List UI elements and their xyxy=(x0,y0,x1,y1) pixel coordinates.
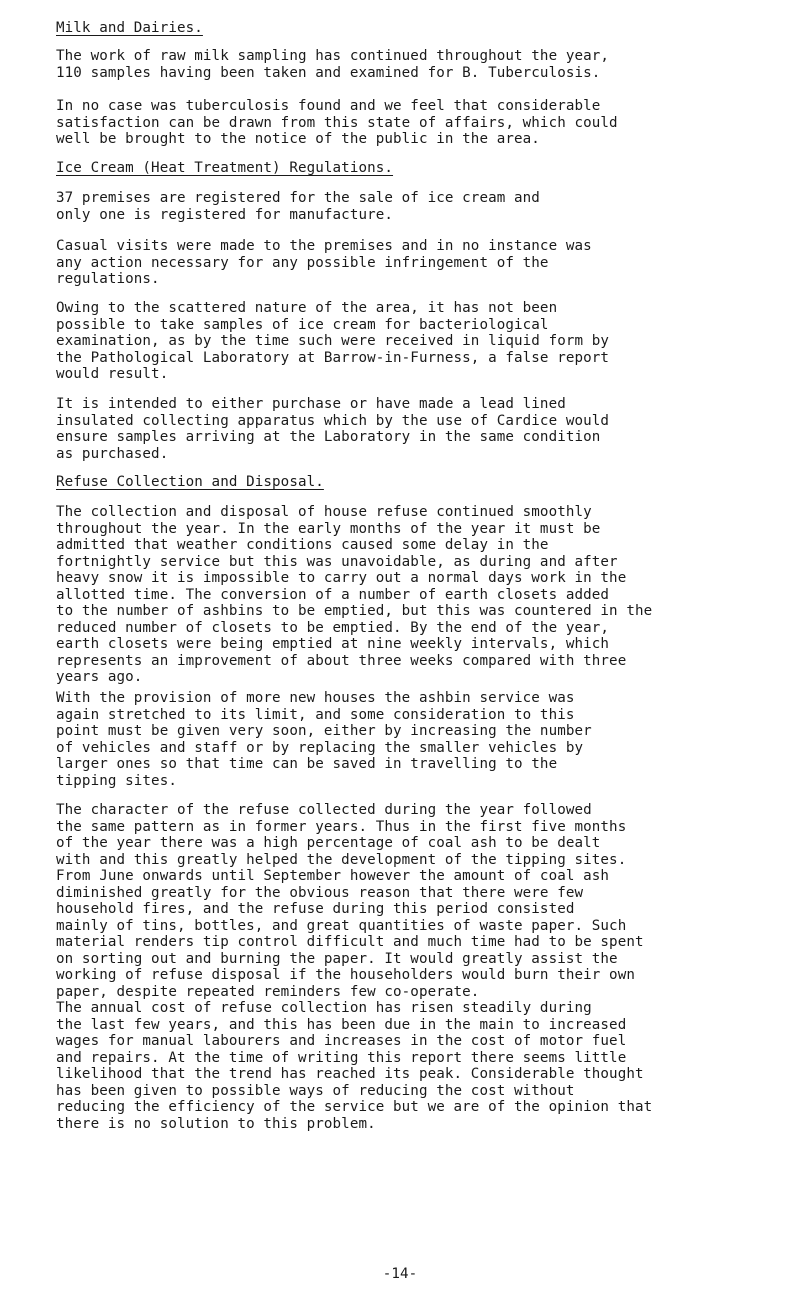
paragraph-tuberculosis: In no case was tuberculosis found and we feel that considerable satisfaction can be drawn from this state of affairs, which could well be brought to the notice of the public in the area. xyxy=(56,98,618,147)
heading-ice-cream-regulations: Ice Cream (Heat Treatment) Regulations. xyxy=(56,160,394,176)
page-number: -14- xyxy=(382,1266,418,1282)
paragraph-ashbin-service: With the provision of more new houses the ashbin service was again stretched to its limit, and some consideration to this point must be given very soon, either by increasing the number of vehicles and staff or by replacing the smaller vehicles by larger ones so that time can be saved in travelling to the tipping sites. xyxy=(56,690,592,789)
paragraph-milk-sampling: The work of raw milk sampling has continued throughout the year, 110 samples having been taken and examined for B. Tuberculosis. xyxy=(56,48,610,81)
paragraph-ice-cream-premises: 37 premises are registered for the sale of ice cream and only one is registered for manufacture. xyxy=(56,190,540,223)
paragraph-refuse-collection: The collection and disposal of house refuse continued smoothly throughout the year. In the early months of the year it must be admitted that weather conditions caused some delay in the fortnightly service but this was unavoidable, as during and after heavy snow it is impossible to carry out a normal days work in the allotted time. The conversion of a number of earth closets added to the number of ashbins to be emptied, but this was countered in the reduced number of closets to be emptied. By the end of the year, earth closets were being emptied at nine weekly intervals, which represents an improvement of about three weeks compared with three years ago. xyxy=(56,504,653,685)
paragraph-casual-visits: Casual visits were made to the premises and in no instance was any action necessary for any possible infringement of the regulations. xyxy=(56,238,592,287)
paragraph-bacteriological-examination: Owing to the scattered nature of the area, it has not been possible to take samples of ice cream for bacteriological examination, as by the time such were received in liquid form by the Pathological Laboratory at Barrow-in-Furness, a false report would result. xyxy=(56,300,610,382)
paragraph-refuse-character: The character of the refuse collected during the year followed the same pattern as in former years. Thus in the first five months of the year there was a high percentage of coal ash to be dealt with and this greatly helped the development of the tipping sites. From June onwards until September however the amount of coal ash diminished greatly for the obvious reason that there were few household fires, and the refuse during this period consisted mainly of tins, bottles, and great quantities of waste paper. Such material renders tip control difficult and much time had to be spent on sorting out and burning the paper. It would greatly assist the working of refuse disposal if the householders would burn their own paper, despite repeated reminders few co-operate. The annual cost of refuse collection has risen steadily during the last few years, and this has been due in the main to increased wages for manual labourers and increases in the cost of motor fuel and repairs. At the time of writing this report there seems little likelihood that the trend has reached its peak. Considerable thought has been given to possible ways of reducing the cost without reducing the efficiency of the service but we are of the opinion that there is no solution to this problem. xyxy=(56,802,653,1132)
paragraph-collecting-apparatus: It is intended to either purchase or have made a lead lined insulated collecting apparatus which by the use of Cardice would ensure samples arriving at the Laboratory in the same condition as purchased. xyxy=(56,396,610,462)
heading-refuse-collection: Refuse Collection and Disposal. xyxy=(56,474,324,490)
heading-milk-and-dairies: Milk and Dairies. xyxy=(56,20,203,36)
